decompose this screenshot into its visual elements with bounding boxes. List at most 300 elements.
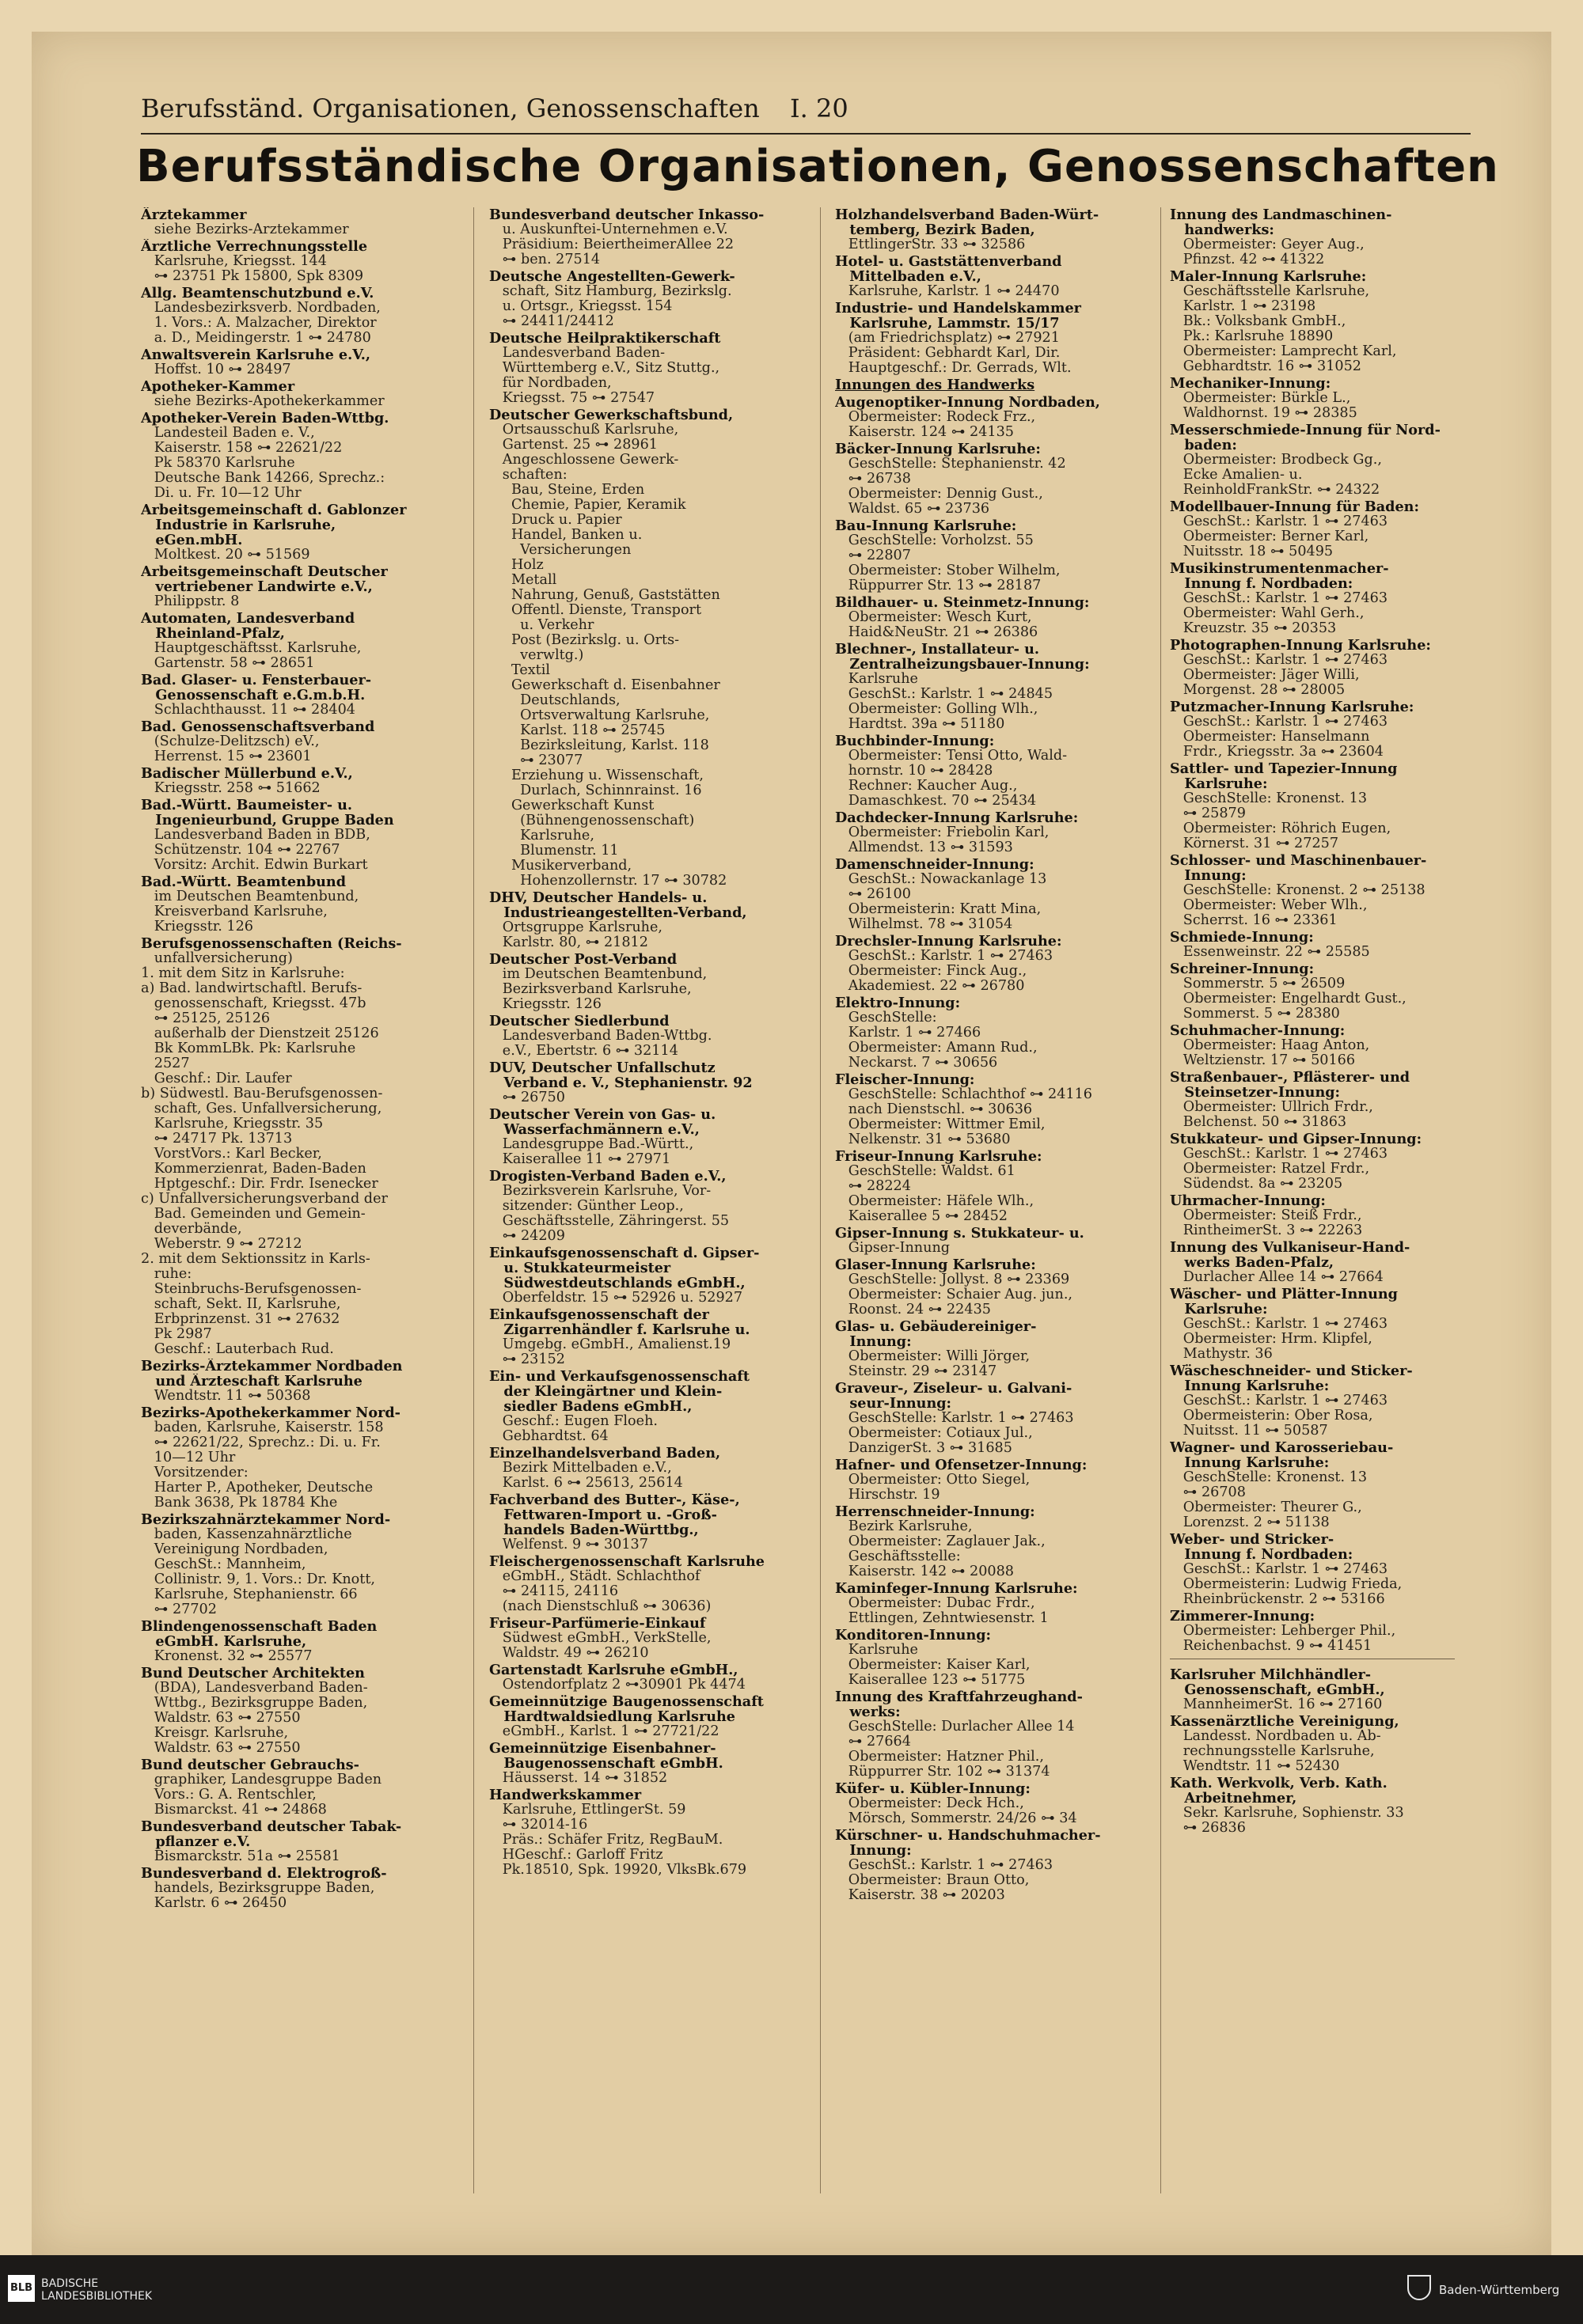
- entry-line: Bezirksverband Karlsruhe,: [489, 982, 692, 997]
- directory-entry: [1170, 207, 1486, 267]
- entry-name: Bad. Genossenschaftsverband: [141, 719, 375, 734]
- entry-name: Uhrmacher-Innung:: [1170, 1193, 1326, 1208]
- entry-name: Bundesverband deutscher Tabak-: [141, 1819, 402, 1834]
- entry-name: Deutscher Siedlerbund: [489, 1014, 670, 1029]
- entry-line: MannheimerSt. 16 ⊶ 27160: [1170, 1697, 1383, 1712]
- entry-line: rechnungsstelle Karlsruhe,: [1170, 1744, 1375, 1759]
- entry-line: Obermeister: Schaier Aug. jun.,: [835, 1287, 1073, 1302]
- entry-name: Elektro-Innung:: [835, 995, 961, 1010]
- entry-line: Karlsruhe, Stephanienstr. 66: [141, 1587, 358, 1602]
- entry-line: Obermeister: Wahl Gerh.,: [1170, 606, 1365, 621]
- entry-line: Philippstr. 8: [141, 594, 240, 609]
- directory-entry: [1170, 1070, 1486, 1130]
- directory-entry: [489, 207, 806, 267]
- entry-line: GeschStelle: Schlachthof ⊶ 24116: [835, 1087, 1092, 1102]
- directory-entry: [835, 395, 1152, 440]
- entry-line: Fettwaren-Import u. -Groß-: [489, 1507, 717, 1522]
- entry-line: Nelkenstr. 31 ⊶ 53680: [835, 1132, 1011, 1147]
- entry-name: Schuhmacher-Innung:: [1170, 1023, 1346, 1038]
- entry-line: Innung Karlsruhe:: [1170, 1455, 1330, 1470]
- entry-line: Obermeisterin: Ludwig Frieda,: [1170, 1577, 1403, 1592]
- directory-entry: [141, 936, 457, 1357]
- entry-line: Zentralheizungsbauer-Innung:: [835, 657, 1090, 672]
- entry-name: DUV, Deutscher Unfallschutz: [489, 1060, 716, 1075]
- entry-line: Obermeister: Golling Wlh.,: [835, 702, 1038, 717]
- entry-line: Ortsgruppe Karlsruhe,: [489, 920, 663, 935]
- entry-line: Obermeister: Ullrich Frdr.,: [1170, 1100, 1373, 1115]
- entry-line: Metall: [489, 573, 557, 588]
- entry-line: Obermeister: Braun Otto,: [835, 1873, 1030, 1888]
- entry-name: Einzelhandelsverband Baden,: [489, 1446, 721, 1461]
- directory-entry: [489, 1554, 806, 1614]
- directory-entry: [835, 518, 1152, 593]
- page-number: I. 20: [790, 93, 848, 123]
- entry-line: u. Stukkateurmeister: [489, 1261, 671, 1276]
- entry-line: Bad. Gemeinden und Gemein-: [141, 1207, 366, 1222]
- entry-line: (am Friedrichsplatz) ⊶ 27921: [835, 331, 1060, 346]
- entry-line: Obermeister: Röhrich Eugen,: [1170, 821, 1391, 836]
- entry-line: Rechner: Kaucher Aug.,: [835, 779, 1018, 794]
- entry-line: Obermeister: Dubac Frdr.,: [835, 1596, 1035, 1611]
- entry-line: schaften:: [489, 468, 568, 483]
- entry-line: Schlachthausst. 11 ⊶ 28404: [141, 703, 355, 718]
- entry-line: Landesteil Baden e. V.,: [141, 426, 315, 441]
- entry-name: Bad. Glaser- u. Fensterbauer-: [141, 673, 372, 688]
- entry-line: Pk 58370 Karlsruhe: [141, 456, 295, 471]
- entry-line: Erziehung u. Wissenschaft,: [489, 768, 704, 783]
- directory-entry: [141, 1619, 457, 1664]
- column-divider: [820, 207, 821, 2193]
- entry-line: im Deutschen Beamtenbund,: [489, 967, 708, 982]
- directory-entry: [1170, 638, 1486, 698]
- entry-line: ReinholdFrankStr. ⊶ 24322: [1170, 483, 1380, 498]
- entry-line: Obermeisterin: Ober Rosa,: [1170, 1408, 1373, 1424]
- entry-line: Steinsetzer-Innung:: [1170, 1085, 1341, 1100]
- entry-line: deverbände,: [141, 1222, 242, 1237]
- entry-name: Dachdecker-Innung Karlsruhe:: [835, 810, 1079, 825]
- entry-line: Rheinbrückenstr. 2 ⊶ 53166: [1170, 1592, 1385, 1607]
- entry-line: Nuitsstr. 18 ⊶ 50495: [1170, 544, 1334, 559]
- entry-line: Kommerzienrat, Baden-Baden: [141, 1162, 366, 1177]
- entry-name: Damenschneider-Innung:: [835, 857, 1034, 872]
- directory-entry: [1170, 1363, 1486, 1439]
- entry-line: Landesbezirksverb. Nordbaden,: [141, 301, 381, 316]
- directory-entry: [489, 1446, 806, 1491]
- directory-entry: [489, 331, 806, 406]
- entry-line: GeschSt.: Karlstr. 1 ⊶ 27463: [1170, 1317, 1388, 1332]
- directory-entry: [141, 1359, 457, 1404]
- directory-entry: [835, 207, 1152, 252]
- coat-of-arms-icon: [1407, 2275, 1431, 2300]
- entry-name: Industrie- und Handelskammer: [835, 301, 1081, 316]
- entry-line: Obermeister: Amann Rud.,: [835, 1041, 1038, 1056]
- entry-line: Hardtst. 39a ⊶ 51180: [835, 717, 1005, 732]
- entry-line: ⊶ 24411/24412: [489, 314, 614, 329]
- entry-name: Badischer Müllerbund e.V.,: [141, 766, 353, 781]
- entry-line: und Ärzteschaft Karlsruhe: [141, 1374, 363, 1389]
- entry-line: Obermeister: Lehberger Phil.,: [1170, 1624, 1396, 1639]
- entry-line: Obermeister: Weber Wlh.,: [1170, 898, 1368, 913]
- entry-name: Blindengenossenschaft Baden: [141, 1619, 378, 1634]
- entry-name: Maler-Innung Karlsruhe:: [1170, 269, 1367, 284]
- entry-line: Obermeister: Lamprecht Karl,: [1170, 344, 1397, 359]
- entry-line: Belchenst. 50 ⊶ 31863: [1170, 1115, 1347, 1130]
- entry-line: Hardtwaldsiedlung Karlsruhe: [489, 1709, 736, 1724]
- entry-line: GeschSt.: Nowackanlage 13: [835, 872, 1047, 887]
- directory-entry: [835, 1226, 1152, 1256]
- entry-line: ⊶ 32014-16: [489, 1818, 588, 1833]
- entry-line: Gartenstr. 58 ⊶ 28651: [141, 656, 315, 671]
- entry-line: werks:: [835, 1704, 901, 1719]
- entry-line: Karlstr. 1 ⊶ 23198: [1170, 299, 1316, 314]
- entry-line: Haid&NeuStr. 21 ⊶ 26386: [835, 625, 1038, 640]
- entry-name: Bezirks-Ärztekammer Nordbaden: [141, 1359, 403, 1374]
- entry-line: Obermeister: Berner Karl,: [1170, 529, 1369, 544]
- directory-entry: [141, 1405, 457, 1511]
- entry-name: Konditoren-Innung:: [835, 1628, 992, 1643]
- entry-line: Obermeister: Engelhardt Gust.,: [1170, 991, 1406, 1007]
- entry-line: GeschStelle: Vorholzst. 55: [835, 533, 1034, 548]
- entry-line: Karlsruhe, Kriegsst. 144: [141, 254, 327, 269]
- directory-entry: [835, 995, 1152, 1071]
- entry-name: Bundesverband d. Elektrogroß-: [141, 1866, 387, 1881]
- entry-name: DHV, Deutscher Handels- u.: [489, 890, 708, 905]
- entry-line: ⊶ 23077: [489, 753, 583, 768]
- directory-entry: [1170, 1609, 1486, 1654]
- entry-line: Innung:: [1170, 868, 1247, 883]
- entry-line: Moltkest. 20 ⊶ 51569: [141, 548, 310, 563]
- entry-line: Ingenieurbund, Gruppe Baden: [141, 813, 394, 828]
- entry-line: eGmbH., Städt. Schlachthof: [489, 1569, 700, 1584]
- entry-line: ⊶ 28224: [835, 1179, 911, 1194]
- entry-line: Obermeister: Geyer Aug.,: [1170, 237, 1365, 252]
- entry-name: Musikinstrumentenmacher-: [1170, 561, 1389, 576]
- directory-entry: [141, 347, 457, 377]
- entry-name: Weber- und Stricker-: [1170, 1532, 1334, 1547]
- entry-line: Hptgeschf.: Dir. Frdr. Isenecker: [141, 1177, 378, 1192]
- directory-entry: [489, 1107, 806, 1167]
- entry-line: ⊶ 26738: [835, 472, 911, 487]
- entry-line: Geschf.: Eugen Floeh.: [489, 1414, 658, 1429]
- entry-line: ⊶ 25879: [1170, 806, 1246, 821]
- entry-line: ⊶ 24115, 24116: [489, 1584, 619, 1599]
- entry-line: Obermeister: Finck Aug.,: [835, 964, 1027, 979]
- entry-line: VorstVors.: Karl Becker,: [141, 1147, 322, 1162]
- entry-line: Karlstr. 1 ⊶ 27466: [835, 1026, 981, 1041]
- directory-entry: [141, 874, 457, 935]
- entry-line: Bezirk Karlsruhe,: [835, 1519, 973, 1534]
- blb-logo[interactable]: BLB: [8, 2275, 35, 2302]
- entry-line: Rheinland-Pfalz,: [141, 626, 285, 641]
- entry-line: ⊶ ben. 27514: [489, 252, 601, 267]
- entry-name: Einkaufsgenossenschaft d. Gipser-: [489, 1245, 760, 1261]
- entry-line: handwerks:: [1170, 222, 1274, 237]
- entry-line: Ettlingen, Zehntwiesenstr. 1: [835, 1611, 1049, 1626]
- entry-name: Kassenärztliche Vereinigung,: [1170, 1714, 1399, 1729]
- entry-line: Pfinzst. 42 ⊶ 41322: [1170, 252, 1325, 267]
- entry-name: Glaser-Innung Karlsruhe:: [835, 1257, 1036, 1272]
- entry-line: Kaiserallee 11 ⊶ 27971: [489, 1152, 671, 1167]
- entry-line: Waldstr. 49 ⊶ 26210: [489, 1646, 649, 1661]
- directory-entry: [141, 239, 457, 284]
- entry-line: Präsidium: BeiertheimerAllee 22: [489, 237, 735, 252]
- entry-name: Bund deutscher Gebrauchs-: [141, 1757, 359, 1772]
- entry-line: Vorsitz: Archit. Edwin Burkart: [141, 858, 368, 873]
- directory-entry: [141, 1757, 457, 1818]
- entry-line: ⊶ 25125, 25126: [141, 1011, 271, 1026]
- entry-line: Obermeister: Otto Siegel,: [835, 1473, 1031, 1488]
- entry-line: Bk.: Volksbank GmbH.,: [1170, 314, 1346, 329]
- entry-line: ⊶ 26708: [1170, 1485, 1246, 1500]
- entry-name: Innung des Landmaschinen-: [1170, 207, 1392, 222]
- entry-name: Küfer- u. Kübler-Innung:: [835, 1781, 1031, 1796]
- entry-name: Einkaufsgenossenschaft der: [489, 1307, 709, 1322]
- entry-line: GeschStelle: Kronenst. 13: [1170, 1470, 1368, 1485]
- entry-name: Apotheker-Kammer: [141, 379, 295, 394]
- entry-name: Anwaltsverein Karlsruhe e.V.,: [141, 347, 371, 362]
- entry-line: Welfenst. 9 ⊶ 30137: [489, 1537, 648, 1552]
- directory-entry: [489, 1169, 806, 1244]
- entry-name: Berufsgenossenschaften (Reichs-: [141, 936, 402, 951]
- entry-line: Karlsruhe: [835, 1643, 918, 1658]
- entry-line: DanzigerSt. 3 ⊶ 31685: [835, 1441, 1012, 1456]
- entry-line: nach Dienstschl. ⊶ 30636: [835, 1102, 1033, 1117]
- directory-entry: [141, 798, 457, 873]
- entry-name: Drogisten-Verband Baden e.V.,: [489, 1169, 727, 1184]
- entry-name: Wagner- und Karosseriebau-: [1170, 1440, 1394, 1455]
- directory-entry: [1170, 761, 1486, 851]
- entry-line: a. D., Meidingerstr. 1 ⊶ 24780: [141, 331, 371, 346]
- entry-line: ⊶ 24209: [489, 1229, 565, 1244]
- entry-line: für Nordbaden,: [489, 376, 612, 391]
- entry-line: Obermeister: Wittmer Emil,: [835, 1117, 1046, 1132]
- entry-line: Oberfeldstr. 15 ⊶ 52926 u. 52927: [489, 1291, 743, 1306]
- directory-entry: [489, 1014, 806, 1059]
- entry-line: u. Ortsgr., Kriegsst. 154: [489, 299, 673, 314]
- entry-line: e.V., Ebertstr. 6 ⊶ 32114: [489, 1044, 678, 1059]
- entry-name: Innung des Vulkaniseur-Hand-: [1170, 1240, 1410, 1255]
- entry-line: Innung Karlsruhe:: [1170, 1378, 1330, 1393]
- entry-line: Obermeister: Häfele Wlh.,: [835, 1194, 1034, 1209]
- entry-line: Verband e. V., Stephanienstr. 92: [489, 1075, 753, 1090]
- entry-line: Obermeister: Stober Wilhelm,: [835, 563, 1061, 578]
- entry-name: Deutscher Gewerkschaftsbund,: [489, 408, 734, 423]
- entry-line: ⊶ 23152: [489, 1352, 565, 1367]
- directory-entry: [141, 502, 457, 563]
- entry-name: Herrenschneider-Innung:: [835, 1504, 1035, 1519]
- entry-line: Waldhornst. 19 ⊶ 28385: [1170, 406, 1357, 421]
- entry-line: graphiker, Landesgruppe Baden: [141, 1772, 382, 1788]
- entry-name: Schreiner-Innung:: [1170, 961, 1315, 976]
- entry-name: Mechaniker-Innung:: [1170, 376, 1331, 391]
- directory-entry: [489, 1307, 806, 1367]
- entry-line: Obermeister: Friebolin Karl,: [835, 825, 1050, 840]
- directory-entry: [1170, 1193, 1486, 1238]
- entry-line: Rüppurrer Str. 102 ⊶ 31374: [835, 1765, 1050, 1780]
- entry-line: außerhalb der Dienstzeit 25126: [141, 1026, 379, 1041]
- entry-line: Obermeister: Dennig Gust.,: [835, 487, 1043, 502]
- entry-line: Chemie, Papier, Keramik: [489, 498, 686, 513]
- entry-line: Obermeister: Theurer G.,: [1170, 1500, 1362, 1515]
- directory-entry: [835, 595, 1152, 640]
- entry-line: Hirschstr. 19: [835, 1488, 940, 1503]
- entry-line: Karlsruhe:: [1170, 1302, 1268, 1317]
- entry-line: Karlst. 6 ⊶ 25613, 25614: [489, 1476, 683, 1491]
- directory-entry: [141, 1819, 457, 1864]
- entry-line: Pk.: Karlsruhe 18890: [1170, 329, 1334, 344]
- entry-name: Apotheker-Verein Baden-Wttbg.: [141, 411, 389, 426]
- entry-line: baden:: [1170, 438, 1237, 453]
- entry-line: Obermeister: Haag Anton,: [1170, 1038, 1370, 1053]
- entry-line: Obermeister: Jäger Willi,: [1170, 668, 1360, 683]
- entry-line: Landesgruppe Bad.-Württ.,: [489, 1137, 694, 1152]
- entry-line: ⊶ 22621/22, Sprechz.: Di. u. Fr.: [141, 1435, 381, 1450]
- entry-line: Mörsch, Sommerstr. 24/26 ⊶ 34: [835, 1811, 1077, 1826]
- directory-entry: [141, 1866, 457, 1911]
- entry-line: Südendst. 8a ⊶ 23205: [1170, 1177, 1343, 1192]
- directory-entry: [1170, 1667, 1486, 1712]
- directory-entry: [1170, 1132, 1486, 1192]
- entry-line: pflanzer e.V.: [141, 1834, 251, 1849]
- directory-entry: [1170, 853, 1486, 928]
- entry-name: Allg. Beamtenschutzbund e.V.: [141, 286, 374, 301]
- entry-line: Kreisgr. Karlsruhe,: [141, 1726, 289, 1741]
- entry-name: Schlosser- und Maschinenbauer-: [1170, 853, 1427, 868]
- entry-name: Deutscher Post-Verband: [489, 952, 678, 967]
- directory-entry: [1170, 376, 1486, 421]
- entry-line: siedler Badens eGmbH.,: [489, 1399, 693, 1414]
- entry-line: Landesverband Baden-Wttbg.: [489, 1029, 712, 1044]
- entry-line: ⊶ 26750: [489, 1090, 565, 1105]
- directory-entry: [489, 952, 806, 1012]
- entry-name: Bildhauer- u. Steinmetz-Innung:: [835, 595, 1090, 610]
- entry-line: Kaiserstr. 142 ⊶ 20088: [835, 1564, 1014, 1579]
- directory-entry: [835, 1628, 1152, 1688]
- entry-line: vertriebener Landwirte e.V.,: [141, 579, 373, 594]
- entry-name: Fleischergenossenschaft Karlsruhe: [489, 1554, 765, 1569]
- entry-line: Deutsche Bank 14266, Sprechz.:: [141, 471, 385, 486]
- entry-line: Industrie in Karlsruhe,: [141, 517, 336, 533]
- entry-line: Musikerverband,: [489, 859, 632, 874]
- entry-line: Kaiserallee 123 ⊶ 51775: [835, 1673, 1026, 1688]
- entry-line: Waldst. 65 ⊶ 23736: [835, 502, 990, 517]
- entry-line: Obermeister: Willi Jörger,: [835, 1349, 1031, 1364]
- entry-line: Mittelbaden e.V.,: [835, 269, 981, 284]
- entry-name: Handwerkskammer: [489, 1788, 642, 1803]
- entry-line: Kriegsstr. 258 ⊶ 51662: [141, 781, 321, 796]
- entry-line: GeschSt.: Karlstr. 1 ⊶ 27463: [835, 1858, 1053, 1873]
- entry-line: Karlsruhe: [835, 672, 918, 687]
- entry-line: Obermeister: Cotiaux Jul.,: [835, 1426, 1033, 1441]
- entry-line: siehe Bezirks-Apothekerkammer: [141, 394, 385, 409]
- entry-line: sitzender: Günther Leop.,: [489, 1199, 684, 1214]
- entry-line: Baugenossenschaft eGmbH.: [489, 1756, 723, 1771]
- entry-line: Gebhardtstr. 16 ⊶ 31052: [1170, 359, 1361, 374]
- entry-name: Ärztliche Verrechnungsstelle: [141, 239, 368, 254]
- entry-name: Hotel- u. Gaststättenverband: [835, 254, 1062, 269]
- entry-line: c) Unfallversicherungsverband der: [141, 1192, 388, 1207]
- running-title: Berufsständ. Organisationen, Genossenschaften: [141, 93, 760, 123]
- entry-line: GeschSt.: Karlstr. 1 ⊶ 27463: [1170, 514, 1388, 529]
- entry-line: Obermeister: Steiß Frdr.,: [1170, 1208, 1362, 1223]
- directory-entry: [1170, 961, 1486, 1022]
- entry-line: ⊶ 24717 Pk. 13713: [141, 1132, 293, 1147]
- entry-line: Nuitsst. 11 ⊶ 50587: [1170, 1424, 1328, 1439]
- entry-name: Deutsche Angestellten-Gewerk-: [489, 269, 735, 284]
- directory-entry: [835, 1581, 1152, 1626]
- entry-line: Mathystr. 36: [1170, 1347, 1273, 1362]
- entry-line: Ostendorfplatz 2 ⊶30901 Pk 4474: [489, 1678, 746, 1693]
- entry-name: Bäcker-Innung Karlsruhe:: [835, 442, 1041, 457]
- entry-line: Durlach, Schinnrainst. 16: [489, 783, 702, 798]
- entry-name: Friseur-Parfümerie-Einkauf: [489, 1616, 706, 1631]
- entry-line: Weberstr. 9 ⊶ 27212: [141, 1237, 302, 1252]
- entry-line: eGmbH., Karlst. 1 ⊶ 27721/22: [489, 1724, 719, 1739]
- entry-line: Ortsausschuß Karlsruhe,: [489, 423, 679, 438]
- entry-line: Deutschlands,: [489, 693, 621, 708]
- entry-name: Fleischer-Innung:: [835, 1072, 975, 1087]
- entry-line: Handel, Banken u.: [489, 528, 643, 543]
- entry-line: Kriegsstr. 126: [141, 919, 254, 935]
- entry-line: Karlsruhe, Kriegsstr. 35: [141, 1117, 324, 1132]
- entry-line: temberg, Bezirk Baden,: [835, 222, 1035, 237]
- entry-line: seur-Innung:: [835, 1396, 952, 1411]
- entry-line: hornstr. 10 ⊶ 28428: [835, 764, 993, 779]
- entry-name: Arbeitsgemeinschaft d. Gablonzer: [141, 502, 407, 517]
- entry-line: Geschäftsstelle, Zähringerst. 55: [489, 1214, 730, 1229]
- entry-line: Karlsruhe:: [1170, 776, 1268, 791]
- entry-line: Sommerstr. 5 ⊶ 26509: [1170, 976, 1346, 991]
- entry-line: GeschSt.: Karlstr. 1 ⊶ 27463: [835, 949, 1053, 964]
- entry-line: Holz: [489, 558, 544, 573]
- directory-entry: [141, 766, 457, 796]
- entry-line: Bank 3638, Pk 18784 Khe: [141, 1496, 338, 1511]
- entry-line: Gebhardtst. 64: [489, 1429, 609, 1444]
- entry-line: Obermeister: Hanselmann: [1170, 730, 1370, 745]
- entry-line: eGen.mbH.: [141, 533, 243, 548]
- entry-line: Vereinigung Nordbaden,: [141, 1542, 328, 1557]
- directory-entry: [489, 1788, 806, 1878]
- entry-line: Kaiserstr. 124 ⊶ 24135: [835, 425, 1014, 440]
- column-3: [835, 207, 1152, 2217]
- entry-line: Bau, Steine, Erden: [489, 483, 645, 498]
- entry-name: Automaten, Landesverband: [141, 611, 355, 626]
- entry-line: Südwest eGmbH., VerkStelle,: [489, 1631, 712, 1646]
- entry-line: GeschStelle: Kronenst. 13: [1170, 791, 1368, 806]
- directory-entry: [1170, 1287, 1486, 1362]
- entry-line: Obermeister: Tensi Otto, Wald-: [835, 749, 1068, 764]
- directory-entry: [835, 934, 1152, 994]
- directory-entry: [141, 611, 457, 671]
- directory-entry: [141, 719, 457, 764]
- entry-name: Ärztekammer: [141, 207, 247, 222]
- entry-line: Wasserfachmännern e.V.,: [489, 1122, 700, 1137]
- entry-line: handels, Bezirksgruppe Baden,: [141, 1881, 375, 1896]
- directory-entry: [1170, 1714, 1486, 1774]
- entry-line: Vors.: G. A. Rentschler,: [141, 1788, 317, 1803]
- entry-line: Innung:: [835, 1334, 912, 1349]
- entry-line: Essenweinstr. 22 ⊶ 25585: [1170, 945, 1370, 960]
- entry-line: Karlsruhe, Lammstr. 15/17: [835, 316, 1060, 331]
- entry-line: Obermeisterin: Kratt Mina,: [835, 902, 1042, 917]
- directory-entry: [1170, 699, 1486, 760]
- directory-entry: [835, 734, 1152, 809]
- entry-line: Erbprinzenst. 31 ⊶ 27632: [141, 1312, 340, 1327]
- entry-line: Bismarckst. 41 ⊶ 24868: [141, 1803, 327, 1818]
- entry-line: GeschStelle:: [835, 1010, 937, 1026]
- entry-name: Kürschner- u. Handschuhmacher-: [835, 1828, 1101, 1843]
- entry-line: (nach Dienstschluß ⊶ 30636): [489, 1599, 712, 1614]
